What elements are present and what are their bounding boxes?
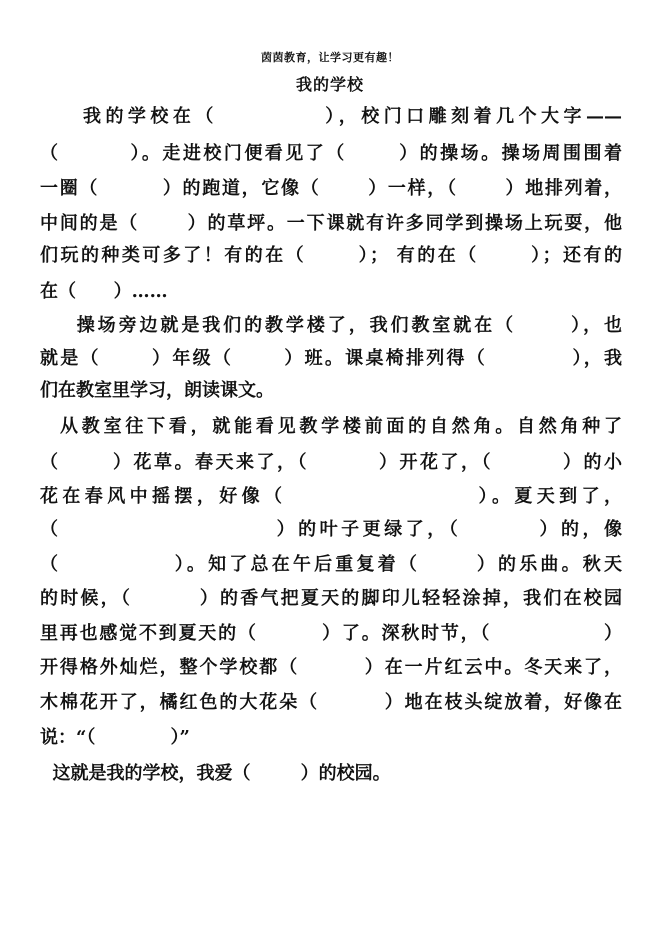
- text-line: （ ）。走进校门便看见了（ ）的操场。操场周围围着: [40, 143, 622, 164]
- text-line: 的时候，（ ）的香气把夏天的脚印儿轻轻涂掉，我们在校园: [40, 588, 622, 609]
- text-line: 开得格外灿烂，整个学校都（ ）在一片红云中。冬天来了，: [40, 657, 622, 678]
- text-line: 们在教室里学习，朗读课文。: [40, 380, 274, 401]
- text-line: 在（ ）……: [40, 281, 168, 302]
- text-line: 里再也感觉不到夏天的（ ）了。深秋时节，（ ）: [40, 623, 622, 644]
- text-line: （ ）。知了总在午后重复着（ ）的乐曲。秋天: [40, 554, 622, 575]
- text-line: 就是（ ）年级（ ）班。课桌椅排列得（ ），我: [40, 348, 622, 369]
- text-line: 操场旁边就是我们的教学楼了，我们教室就在（ ），也: [40, 315, 622, 336]
- text-line: 一圈（ ）的跑道，它像（ ）一样，（ ）地排列着，: [40, 178, 622, 199]
- header-note: 茵茵教育，让学习更有趣！: [261, 51, 399, 64]
- text-line: 木棉花开了，橘红色的大花朵（ ）地在枝头绽放着，好像在: [40, 692, 622, 713]
- text-line: （ ）的叶子更绿了，（ ）的，像: [40, 519, 622, 540]
- text-line: （ ）花草。春天来了，（ ）开花了，（ ）的小: [40, 452, 622, 473]
- text-line: 花在春风中摇摆，好像（ ）。夏天到了，: [40, 486, 622, 507]
- text-line: 们玩的种类可多了！有的在（ ）； 有的在（ ）；还有的: [40, 245, 622, 266]
- text-line: 从教室往下看，就能看见教学楼前面的自然角。自然角种了: [40, 416, 622, 437]
- document-title: 我的学校: [295, 75, 364, 94]
- text-line: 这就是我的学校，我爱（ ）的校园。: [40, 763, 391, 784]
- text-line: 我的学校在（ ），校门口雕刻着几个大字——: [40, 106, 622, 127]
- text-line: 说：“（ ）”: [40, 727, 190, 748]
- text-line: 中间的是（ ）的草坪。一下课就有许多同学到操场上玩耍，他: [40, 213, 622, 234]
